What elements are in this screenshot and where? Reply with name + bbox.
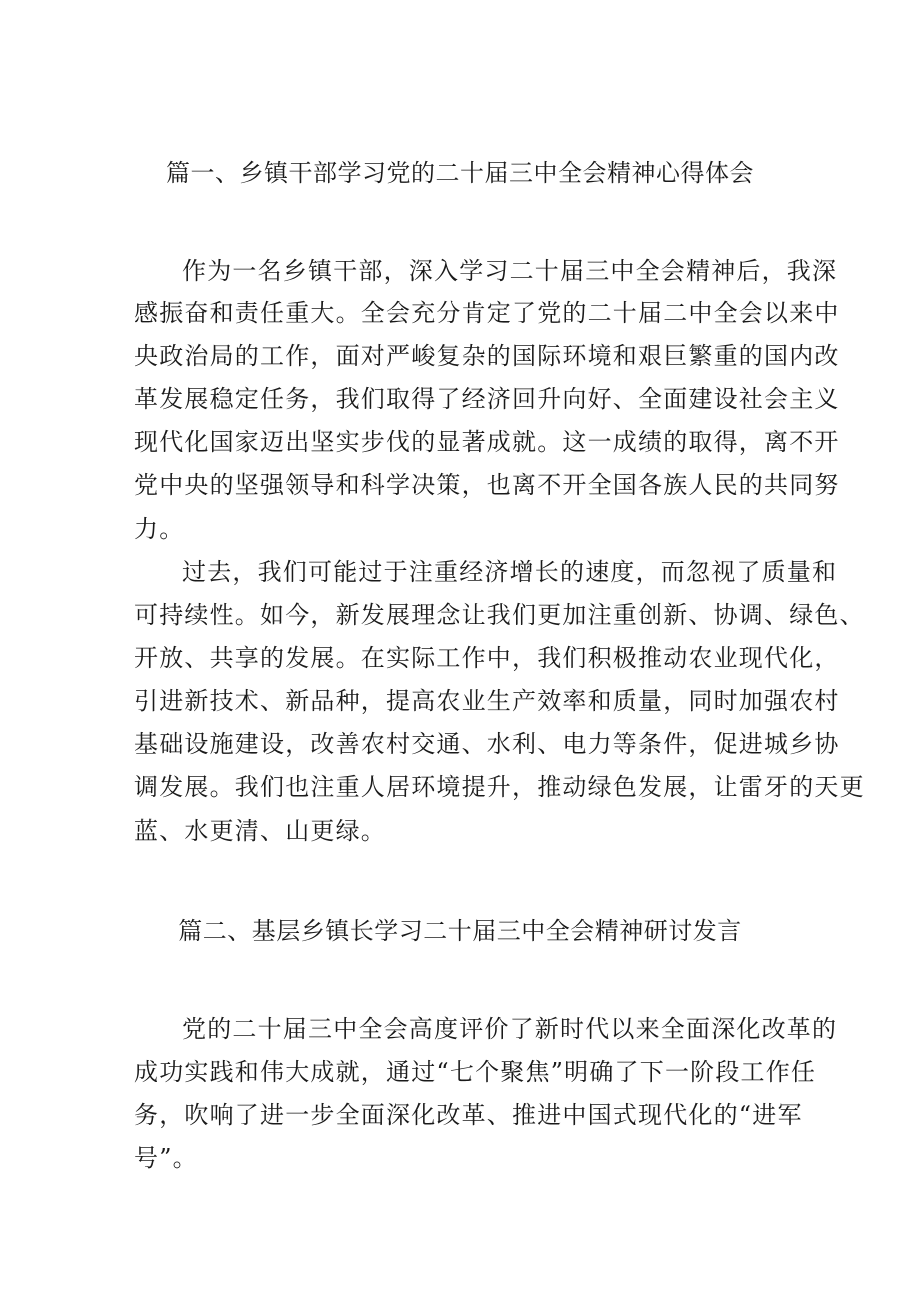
paragraph-line: 可持续性。如今，新发展理念让我们更加注重创新、协调、绿色、 <box>134 601 865 629</box>
paragraph-line: 蓝、水更清、山更绿。 <box>134 817 386 845</box>
paragraph-line: 作为一名乡镇干部，深入学习二十届三中全会精神后，我深 <box>182 257 838 285</box>
paragraph-line: 感振奋和责任重大。全会充分肯定了党的二十届二中全会以来中 <box>134 299 840 327</box>
paragraph-line: 力。 <box>134 515 185 543</box>
paragraph-line: 成功实践和伟大成就，通过“七个聚焦”明确了下一阶段工作任 <box>134 1058 817 1086</box>
paragraph-line: 基础设施建设，改善农村交通、水利、电力等条件，促进城乡协 <box>134 730 840 758</box>
paragraph-line: 号”。 <box>134 1144 198 1172</box>
paragraph-line: 党的二十届三中全会高度评价了新时代以来全面深化改革的 <box>182 1015 838 1043</box>
paragraph-line: 革发展稳定任务，我们取得了经济回升向好、全面建设社会主义 <box>134 385 840 413</box>
paragraph-line: 调发展。我们也注重人居环境提升，推动绿色发展，让雷牙的天更 <box>134 773 865 801</box>
paragraph-line: 引进新技术、新品种，提高农业生产效率和质量，同时加强农村 <box>134 687 840 715</box>
section-title-1: 篇一、乡镇干部学习党的二十届三中全会精神心得体会 <box>166 159 754 187</box>
paragraph-line: 开放、共享的发展。在实际工作中，我们积极推动农业现代化， <box>134 644 840 672</box>
section-title-2: 篇二、基层乡镇长学习二十届三中全会精神研讨发言 <box>178 917 742 945</box>
paragraph-line: 党中央的坚强领导和科学决策，也离不开全国各族人民的共同努 <box>134 471 840 499</box>
paragraph-line: 务，吹响了进一步全面深化改革、推进中国式现代化的“进军 <box>134 1101 803 1129</box>
paragraph-line: 央政治局的工作，面对严峻复杂的国际环境和艰巨繁重的国内改 <box>134 342 840 370</box>
paragraph-line: 过去，我们可能过于注重经济增长的速度，而忽视了质量和 <box>182 558 838 586</box>
paragraph-line: 现代化国家迈出坚实步伐的显著成就。这一成绩的取得，离不开 <box>134 428 840 456</box>
